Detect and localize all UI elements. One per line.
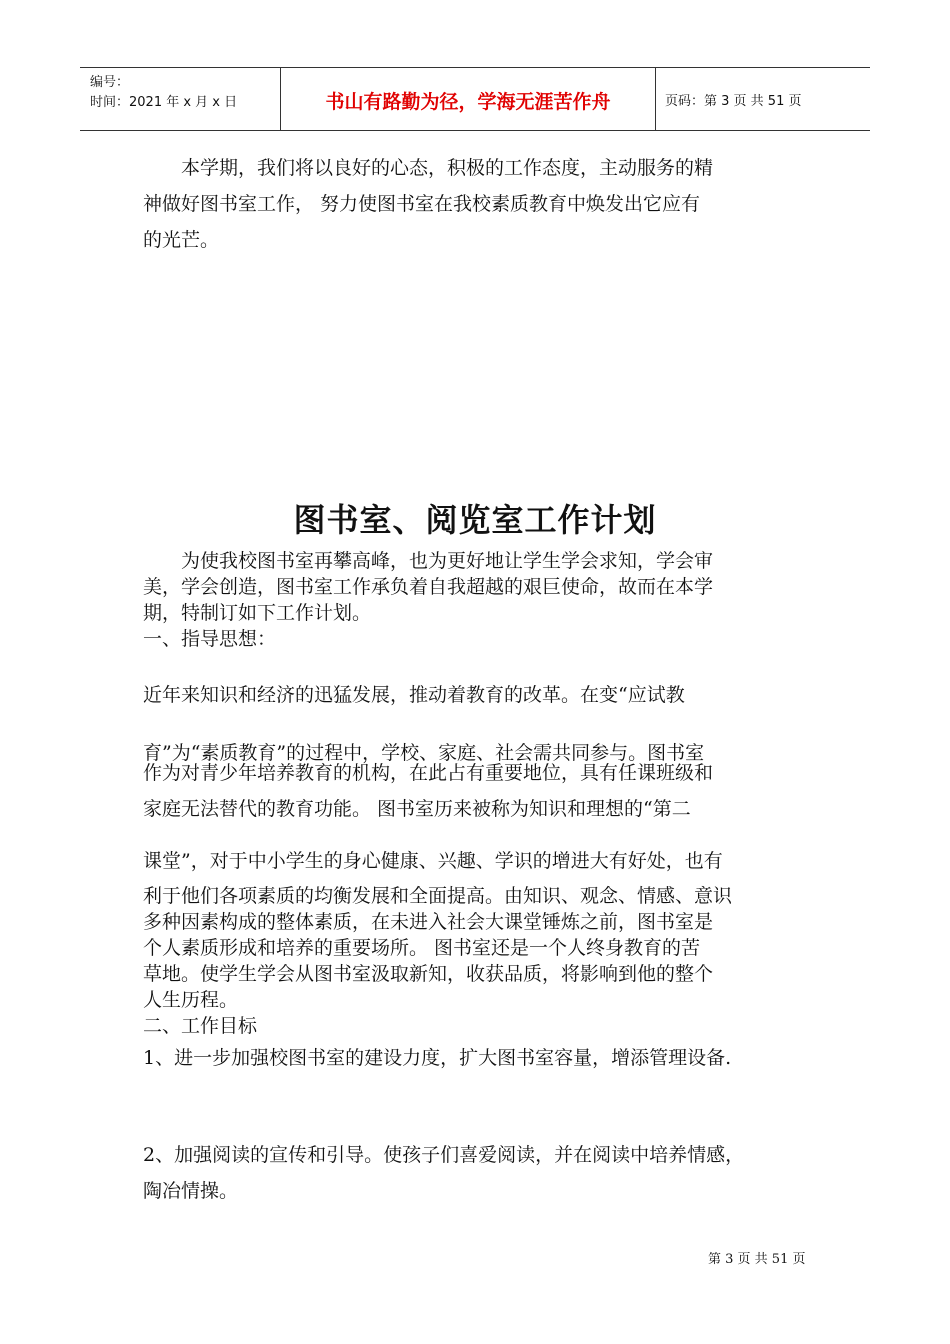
section-heading: 一、指导思想： — [143, 628, 277, 650]
header-page-number: 页码：第 3 页 共 51 页 — [665, 94, 802, 109]
text-line: 作为对青少年培养教育的机构，在此占有重要地位，具有任课班级和 — [143, 762, 714, 784]
text-line: 课堂”，对于中小学生的身心健康、兴趣、学识的增进大有好处，也有 — [143, 850, 723, 872]
text-line: 草地。使学生学会从图书室汲取新知，收获品质，将影响到他的整个 — [143, 963, 714, 985]
text-line: 多种因素构成的整体素质，在未进入社会大课堂锤炼之前，图书室是 — [143, 911, 714, 933]
intro-paragraph — [143, 150, 823, 258]
section-heading: 二、工作目标 — [143, 1015, 258, 1037]
text-line: 家庭无法替代的教育功能。 图书室历来被称为知识和理想的“第二 — [143, 798, 691, 820]
text-line: 本学期，我们将以良好的心态，积极的工作态度，主动服务的精 — [181, 157, 714, 179]
header-meta-cell — [80, 68, 280, 130]
guiding-ideas-continued-3 — [143, 883, 823, 1039]
document-time-label: 时间：2021 年 x 月 x 日 — [90, 95, 238, 110]
text-line: 人生历程。 — [143, 989, 239, 1011]
goal-1 — [143, 1040, 833, 1076]
document-title: 图书室、阅览室工作计划 — [293, 501, 657, 539]
text-line: 为使我校图书室再攀高峰，也为更好地让学生学会求知，学会审 — [181, 550, 714, 572]
header-page-cell — [655, 68, 870, 130]
header-motto: 书山有路勤为径，学海无涯苦作舟 — [325, 91, 611, 113]
text-line: 近年来知识和经济的迅猛发展，推动着教育的改革。在变“应试教 — [143, 684, 685, 706]
text-line: 神做好图书室工作， 努力使图书室在我校素质教育中焕发出它应有 — [143, 193, 701, 215]
text-line: 2、加强阅读的宣传和引导。使孩子们喜爱阅读，并在阅读中培养情感， — [143, 1144, 745, 1166]
text-line: 期，特制订如下工作计划。 — [143, 602, 372, 624]
text-line: 1、进一步加强校图书室的建设力度，扩大图书室容量，增添管理设备. — [143, 1047, 732, 1069]
text-line: 美，学会创造，图书室工作承负着自我超越的艰巨使命，故而在本学 — [143, 576, 714, 598]
opening-paragraph — [143, 548, 823, 652]
goal-2 — [143, 1137, 833, 1209]
guiding-ideas-continued-2 — [143, 843, 823, 879]
text-line: 个人素质形成和培养的重要场所。 图书室还是一个人终身教育的苦 — [143, 937, 701, 959]
text-line: 陶冶情操。 — [143, 1180, 239, 1202]
document-number-label: 编号： — [90, 75, 130, 90]
page-footer: 第 3 页 共 51 页 — [708, 1252, 806, 1267]
text-line: 育”为“素质教育”的过程中，学校、家庭、社会需共同参与。图书室 — [143, 742, 705, 764]
header-motto-cell — [280, 68, 656, 130]
text-line: 的光芒。 — [143, 229, 220, 251]
document-header — [80, 67, 870, 131]
text-line: 利于他们各项素质的均衡发展和全面提高。由知识、观念、情感、意识 — [143, 885, 733, 907]
guiding-ideas-continued — [143, 755, 823, 827]
